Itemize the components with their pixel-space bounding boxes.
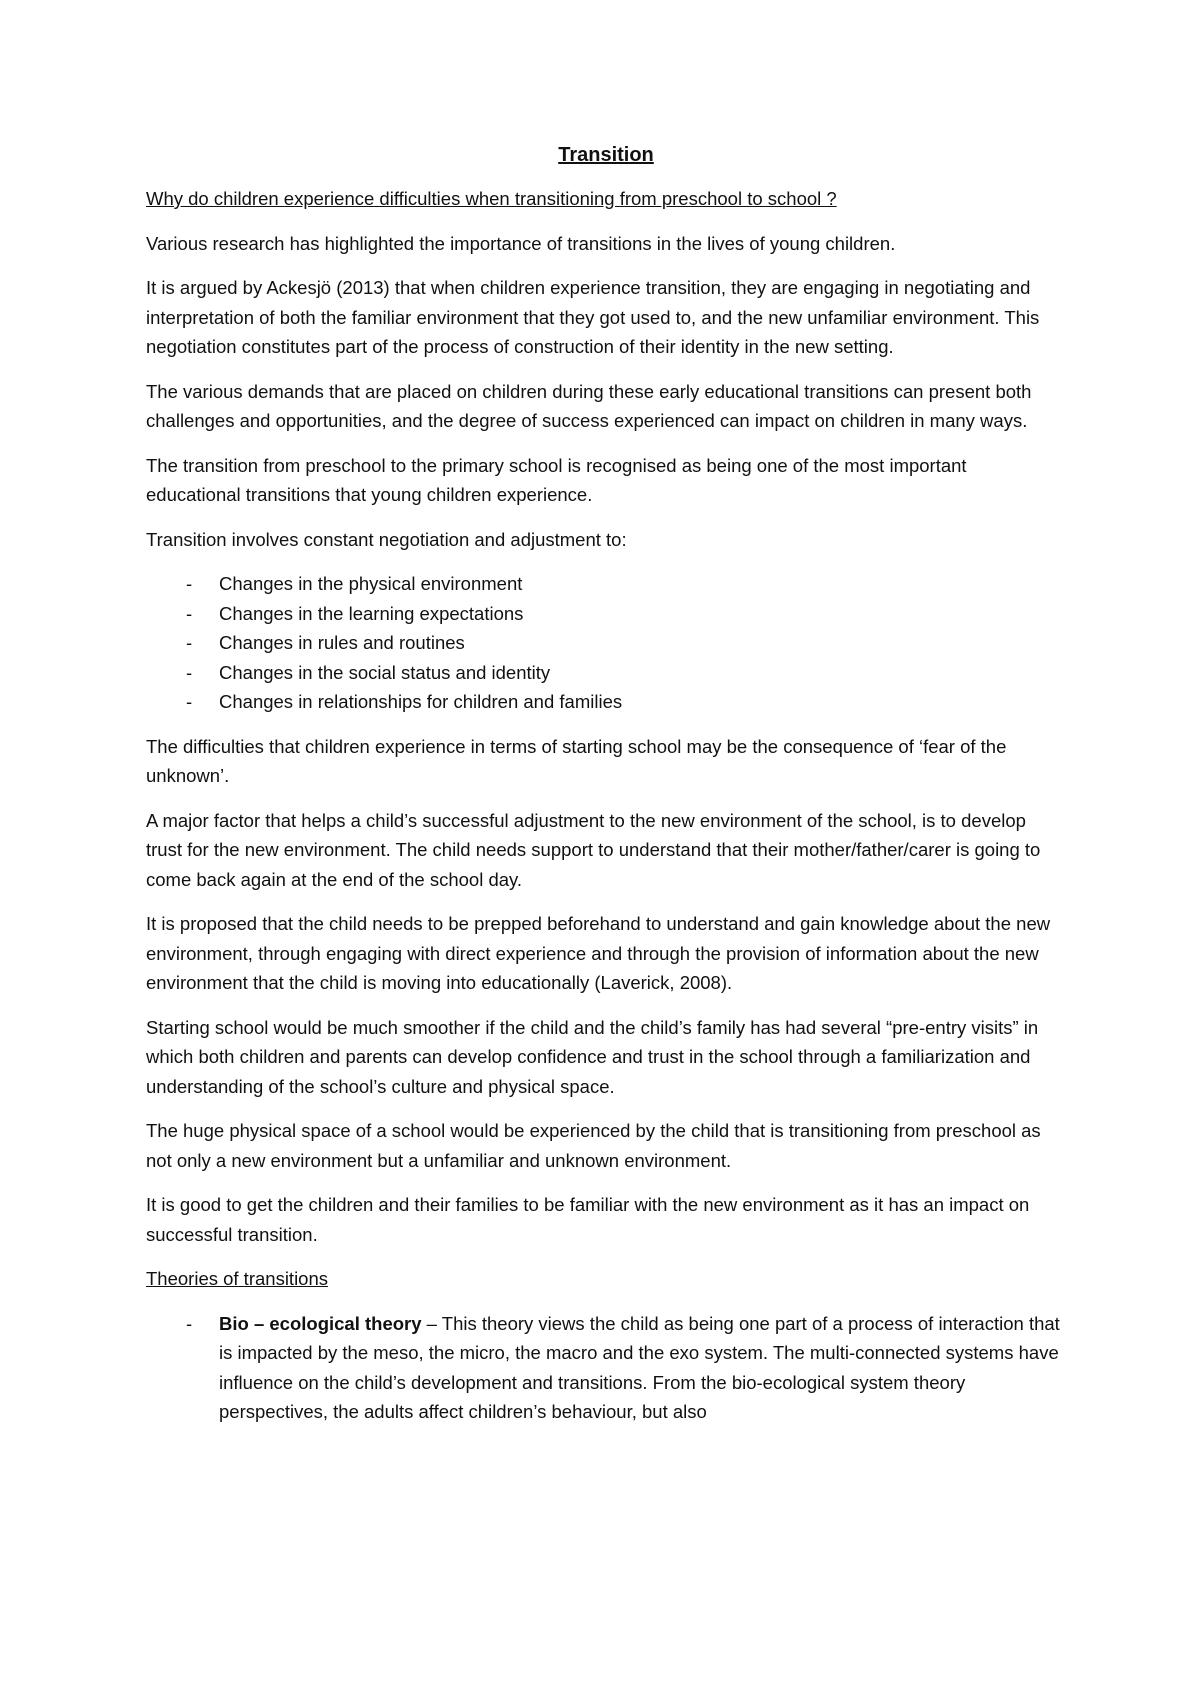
paragraph: The huge physical space of a school would be experienced by the child that is transitioning from preschool as not only a new environment but a unfamiliar and unknown environment. bbox=[146, 1120, 1041, 1171]
theories-list bbox=[146, 1309, 1066, 1427]
paragraph: It is proposed that the child needs to be prepped beforehand to understand and gain knowledge about the new environment, through engaging with direct experience and through the provision of information about the new environment that the child is moving into educationally (Laverick, 2008). bbox=[146, 913, 1051, 993]
paragraph: Various research has highlighted the importance of transitions in the lives of young children. bbox=[146, 232, 896, 254]
document-title: Transition bbox=[558, 144, 654, 166]
paragraph: The difficulties that children experience in terms of starting school may be the consequence of ‘fear of the unknown’. bbox=[146, 735, 1007, 786]
list-item: - Changes in relationships for children and families bbox=[146, 687, 1066, 717]
list-item: - Changes in the social status and identity bbox=[146, 658, 1066, 688]
list-item bbox=[146, 1309, 1066, 1427]
paragraph: It is good to get the children and their families to be familiar with the new environment as it has an impact on successful transition. bbox=[146, 1194, 1030, 1245]
list-item: - Changes in rules and routines bbox=[146, 628, 1066, 658]
paragraph: It is argued by Ackesjö (2013) that when children experience transition, they are engaging in negotiating and interpretation of both the familiar environment that they got used to, and the new unfamiliar environment. This negotiation constitutes part of the process of construction of their identity in the new setting. bbox=[146, 277, 1040, 357]
paragraph: A major factor that helps a child’s successful adjustment to the new environment of the school, is to develop trust for the new environment. The child needs support to understand that their mother/father/carer is going to come back again at the end of the school day. bbox=[146, 809, 1041, 890]
paragraph: Transition involves constant negotiation and adjustment to: bbox=[146, 528, 627, 550]
list-item: - Changes in the learning expectations bbox=[146, 599, 1066, 629]
research-question: Why do children experience difficulties when transitioning from preschool to school ? bbox=[146, 188, 837, 209]
section-heading: Theories of transitions bbox=[146, 1268, 329, 1289]
theory-name: Bio – ecological theory bbox=[219, 1312, 422, 1334]
paragraph: The various demands that are placed on children during these early educational transitions can present both challenges and opportunities, and the degree of success experienced can impact on children in many ways. bbox=[146, 380, 1032, 431]
paragraph: The transition from preschool to the primary school is recognised as being one of the most important educational transitions that young children experience. bbox=[146, 454, 967, 505]
adjustment-list bbox=[146, 569, 1066, 717]
list-item: - Changes in the physical environment bbox=[146, 569, 1066, 599]
document-page bbox=[146, 140, 1066, 1442]
paragraph: Starting school would be much smoother if the child and the child’s family has had several “pre-entry visits” in which both children and parents can develop confidence and trust in the school through a familiarization and understanding of the school’s culture and physical space. bbox=[146, 1016, 1039, 1097]
theory-text: – This theory views the child as being one part of a process of interaction that is impacted by the meso, the micro, the macro and the exo system. The multi-connected systems have influence on the child’s development and transitions. From the bio-ecological system theory perspectives, the adults affect children’s behaviour, but also bbox=[219, 1312, 1060, 1422]
